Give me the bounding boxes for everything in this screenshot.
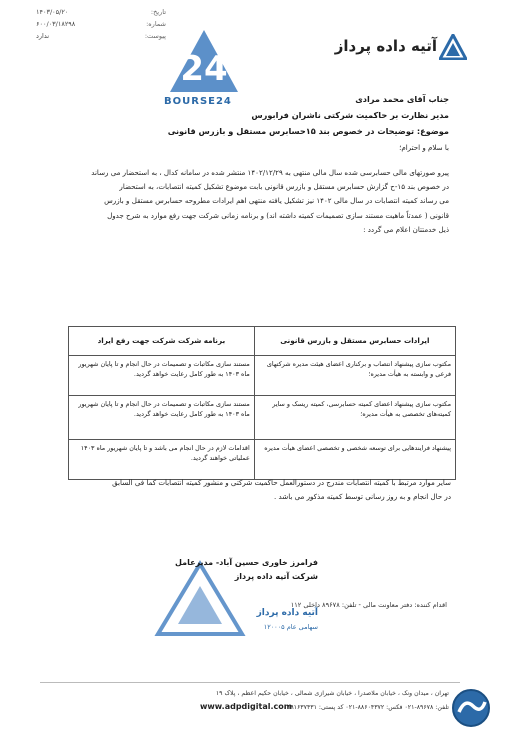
table-cell: پیشنهاد فرایندهایی برای توسعه شخصی و تخصصی اعضای هیأت مدیره — [254, 440, 455, 480]
table-row — [69, 356, 456, 396]
prepared-by: اقدام کننده: دفتر معاونت مالی - تلفن: ۸۹۶۷۸ داخلی ۱۱۲ — [290, 601, 447, 609]
letter-meta — [36, 6, 166, 42]
attachment-value: ندارد — [36, 32, 50, 40]
greeting: با سلام و احترام؛ — [399, 143, 449, 152]
signer-name: فرامرز خاوری حسین آباد- مدیرعامل — [175, 558, 318, 567]
closing-line: در حال انجام و به روز رسانی توسط کمیته مذکور می باشد . — [274, 492, 451, 502]
address: تهران ، میدان ونک ، خیابان ملاصدرا ، خیابان شیرازی شمالی ، خیابان حکیم اعظم ، پلاک ۱۹ — [215, 690, 449, 697]
number-value: ۶۰۰/۰۳/۱۸۲۹۸ — [36, 20, 76, 28]
svg-text:24: 24 — [180, 49, 228, 89]
recipient-title: مدیر نظارت بر حاکمیت شرکتی ناشران فرابورس — [251, 110, 449, 120]
stamp-sub: سهامی عام ۱۲۰۰۰۵ — [263, 623, 318, 631]
footer-logo-icon — [451, 688, 491, 728]
company-name: آتیه داده پرداز — [334, 37, 437, 55]
number-label: شماره: — [146, 20, 166, 28]
body-line: قانونی ( عمدتاً ماهیت مستند سازی تصمیمات کمیته داشته اند) و برنامه زمانی شرکت جهت رفع موارد به شرح جدول — [107, 210, 449, 220]
recipient: جناب آقای محمد مرادی — [355, 94, 449, 104]
contact-line: تلفن: ۸۹۶۷۸-۰۲۱ فکس: ۸۸۶۰۴۳۷۲-۰۲۱ کد پستی: ۱۹۹۱۶۳۷۴۳۱ — [283, 704, 449, 711]
meta-date — [36, 6, 166, 18]
attachment-label: پیوست: — [144, 32, 166, 40]
table-row — [69, 396, 456, 440]
issues-table — [68, 326, 456, 480]
table-cell: مکتوب سازی پیشنهاد انتصاب و برکناری اعضای هیئت مدیره شرکتهای فرعی و وابسته به هیأت مدیره؛ — [254, 356, 455, 396]
table-cell: اقدامات لازم در حال انجام می باشد و تا پایان شهریور ماه ۱۴۰۳ عملیاتی خواهند گردید. — [69, 440, 255, 480]
website-link[interactable]: www.adpdigital.com — [200, 702, 293, 711]
meta-number — [36, 18, 166, 30]
watermark-text: BOURSE24 — [164, 96, 232, 107]
table-header: ایرادات حسابرس مستقل و بازرس قانونی — [254, 327, 455, 356]
date-value: ۱۴۰۳/۰۵/۲۰ — [36, 8, 69, 16]
footer-divider — [40, 682, 460, 683]
table-header: برنامه شرکت شرکت جهت رفع ایراد — [69, 327, 255, 356]
body-line: پیرو صورتهای مالی حسابرسی شده سال مالی منتهی به ۱۴۰۲/۱۲/۲۹ منتشر شده در سامانه کدال ، به استحضار می رساند — [91, 168, 449, 177]
table-header-row — [69, 327, 456, 356]
body-line: در خصوص بند ۱۵-ح گزارش حسابرس مستقل و بازرس قانونی بابت موضوع تشکیل کمیته انتصابات، به استحضار — [119, 182, 449, 192]
company-logo-icon — [439, 34, 467, 60]
body-paragraph — [9, 166, 449, 237]
table-cell: مکتوب سازی پیشنهاد اعضای کمیته حسابرسی، کمیته ریسک و سایر کمیته‌های تخصصی به هیأت مدیره؛ — [254, 396, 455, 440]
subject-line: موضوع: توضیحات در خصوص بند ۱۵حسابرس مستقل و بازرس قانونی — [167, 126, 449, 136]
meta-attachment — [36, 30, 166, 42]
signer-company: شرکت آتیه داده پرداز — [234, 572, 318, 581]
date-label: تاریخ: — [150, 8, 166, 16]
closing-paragraph — [21, 476, 451, 504]
table-cell: مستند سازی مکاتبات و تصمیمات در حال انجام و تا پایان شهریور ماه ۱۴۰۳ به طور کامل رعایت خواهد گردید. — [69, 356, 255, 396]
company-brand — [317, 34, 467, 64]
body-line: می رساند کمیته انتصابات در سال مالی ۱۴۰۲ نیز تشکیل یافته منتهی اهم ایرادات مطروحه حسابرس مستقل و بازرس — [104, 196, 449, 206]
signature-block — [128, 556, 318, 634]
closing-line: سایر موارد مرتبط با کمیته انتصابات مندرج در دستورالعمل حاکمیت شرکتی و منشور کمیته انتصابات کما فی السابق — [112, 478, 451, 487]
stamp-text: آتیه داده پرداز — [256, 608, 318, 618]
table-row — [69, 440, 456, 480]
body-line: ذیل خدمتتان اعلام می گردد : — [363, 224, 449, 234]
bourse24-watermark-icon — [168, 28, 240, 102]
table-cell: مستند سازی مکاتبات و تصمیمات در حال انجام و تا پایان شهریور ماه ۱۴۰۳ به طور کامل رعایت خواهد گردید. — [69, 396, 255, 440]
